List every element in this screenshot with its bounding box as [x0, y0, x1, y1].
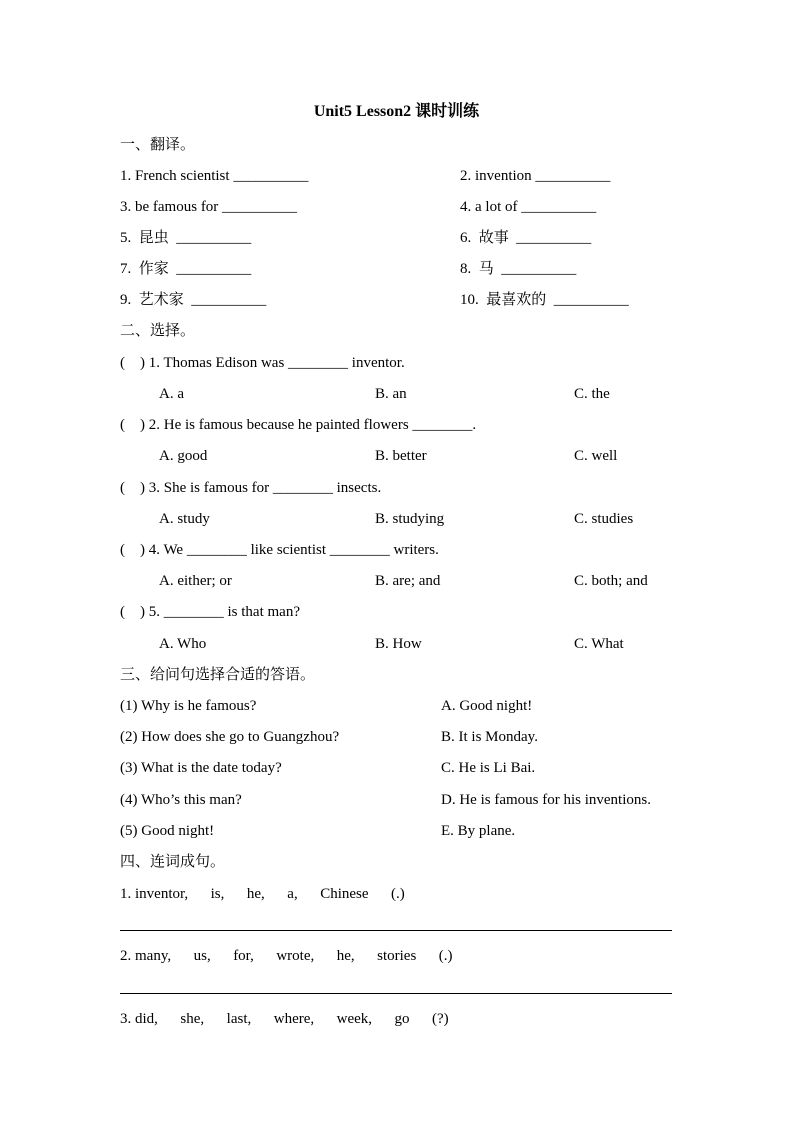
- option-c: C. both; and: [574, 573, 648, 589]
- question-item: (1) Why is he famous?: [120, 698, 257, 714]
- option-a: A. Who: [159, 636, 207, 652]
- answer-item: B. It is Monday.: [441, 729, 538, 745]
- choice-question: ( ) 5. ________ is that man?: [120, 604, 300, 620]
- section-4-heading: 四、连词成句。: [120, 854, 226, 870]
- translation-item: 9. 艺术家 __________: [120, 292, 267, 308]
- option-b: B. studying: [375, 511, 445, 527]
- translation-item: 3. be famous for __________: [120, 199, 298, 215]
- translation-item: 10. 最喜欢的 __________: [460, 292, 629, 308]
- choice-question: ( ) 1. Thomas Edison was ________ inventor.: [120, 355, 405, 371]
- option-c: C. the: [574, 386, 610, 402]
- option-b: B. better: [375, 448, 427, 464]
- translation-item: 6. 故事 __________: [460, 230, 592, 246]
- section-1-heading: 一、翻译。: [120, 137, 196, 153]
- answer-item: D. He is famous for his inventions.: [441, 792, 651, 808]
- answer-line: [120, 930, 672, 931]
- question-item: (5) Good night!: [120, 823, 215, 839]
- option-a: A. either; or: [159, 573, 232, 589]
- option-a: A. study: [159, 511, 210, 527]
- question-item: (2) How does she go to Guangzhou?: [120, 729, 340, 745]
- translation-item: 5. 昆虫 __________: [120, 230, 252, 246]
- option-b: B. an: [375, 386, 407, 402]
- question-item: (3) What is the date today?: [120, 760, 282, 776]
- word-order-item: 2. many, us, for, wrote, he, stories (.): [120, 948, 453, 964]
- translation-item: 2. invention __________: [460, 168, 611, 184]
- option-b: B. How: [375, 636, 422, 652]
- option-b: B. are; and: [375, 573, 441, 589]
- option-c: C. studies: [574, 511, 634, 527]
- translation-item: 4. a lot of __________: [460, 199, 597, 215]
- option-a: A. a: [159, 386, 184, 402]
- section-3-heading: 三、给问句选择合适的答语。: [120, 667, 316, 683]
- choice-question: ( ) 4. We ________ like scientist ________ writers.: [120, 542, 439, 558]
- answer-item: E. By plane.: [441, 823, 516, 839]
- translation-item: 1. French scientist __________: [120, 168, 309, 184]
- page-title: Unit5 Lesson2 课时训练: [313, 103, 480, 120]
- word-order-item: 3. did, she, last, where, week, go (?): [120, 1011, 449, 1027]
- option-a: A. good: [159, 448, 208, 464]
- answer-item: A. Good night!: [441, 698, 533, 714]
- translation-item: 8. 马 __________: [460, 261, 577, 277]
- answer-line: [120, 993, 672, 994]
- translation-item: 7. 作家 __________: [120, 261, 252, 277]
- option-c: C. well: [574, 448, 618, 464]
- section-2-heading: 二、选择。: [120, 323, 196, 339]
- answer-item: C. He is Li Bai.: [441, 760, 536, 776]
- option-c: C. What: [574, 636, 624, 652]
- choice-question: ( ) 3. She is famous for ________ insects.: [120, 480, 382, 496]
- choice-question: ( ) 2. He is famous because he painted flowers ________.: [120, 417, 477, 433]
- word-order-item: 1. inventor, is, he, a, Chinese (.): [120, 886, 405, 902]
- question-item: (4) Who’s this man?: [120, 792, 242, 808]
